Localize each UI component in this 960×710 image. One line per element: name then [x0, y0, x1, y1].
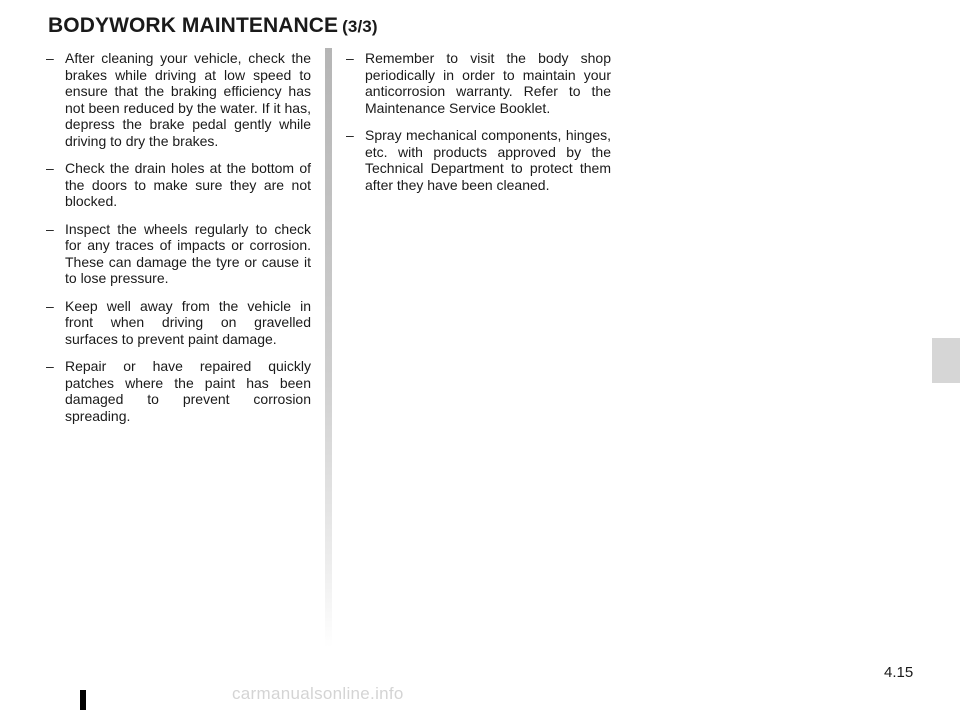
- list-item: – Check the drain holes at the bottom of the doors to make sure they are not blocked.: [46, 160, 311, 210]
- page-number: 4.15: [884, 664, 914, 681]
- list-item: – Keep well away from the vehicle in front when driving on gravelled surfaces to prevent paint damage.: [46, 298, 311, 348]
- page-part-indicator: (3/3): [342, 17, 378, 36]
- list-item: – Repair or have repaired quickly patches where the paint has been damaged to prevent corrosion spreading.: [46, 358, 311, 424]
- list-item: – Remember to visit the body shop periodically in order to maintain your anticorrosion warranty. Refer to the Maintenance Service Booklet.: [346, 50, 611, 116]
- page-title: [48, 14, 378, 38]
- section-tab: [932, 338, 960, 383]
- left-column: [46, 50, 311, 435]
- page-title-text: BODYWORK MAINTENANCE: [48, 14, 339, 37]
- list-item: – After cleaning your vehicle, check the brakes while driving at low speed to ensure that the braking efficiency has not been reduced by the water. If it has, depress the brake pedal gently while driving to dry the brakes.: [46, 50, 311, 149]
- list-item: – Inspect the wheels regularly to check for any traces of impacts or corrosion. These can damage the tyre or cause it to lose pressure.: [46, 221, 311, 287]
- watermark: carmanualsonline.info: [232, 684, 404, 703]
- right-column: [346, 50, 611, 204]
- corner-mark: [80, 690, 86, 710]
- left-bullet-list: [46, 50, 311, 424]
- column-divider: [325, 48, 332, 648]
- list-item: – Spray mechanical components, hinges, etc. with products approved by the Technical Department to protect them after they have been cleaned.: [346, 127, 611, 193]
- right-bullet-list: [346, 50, 611, 193]
